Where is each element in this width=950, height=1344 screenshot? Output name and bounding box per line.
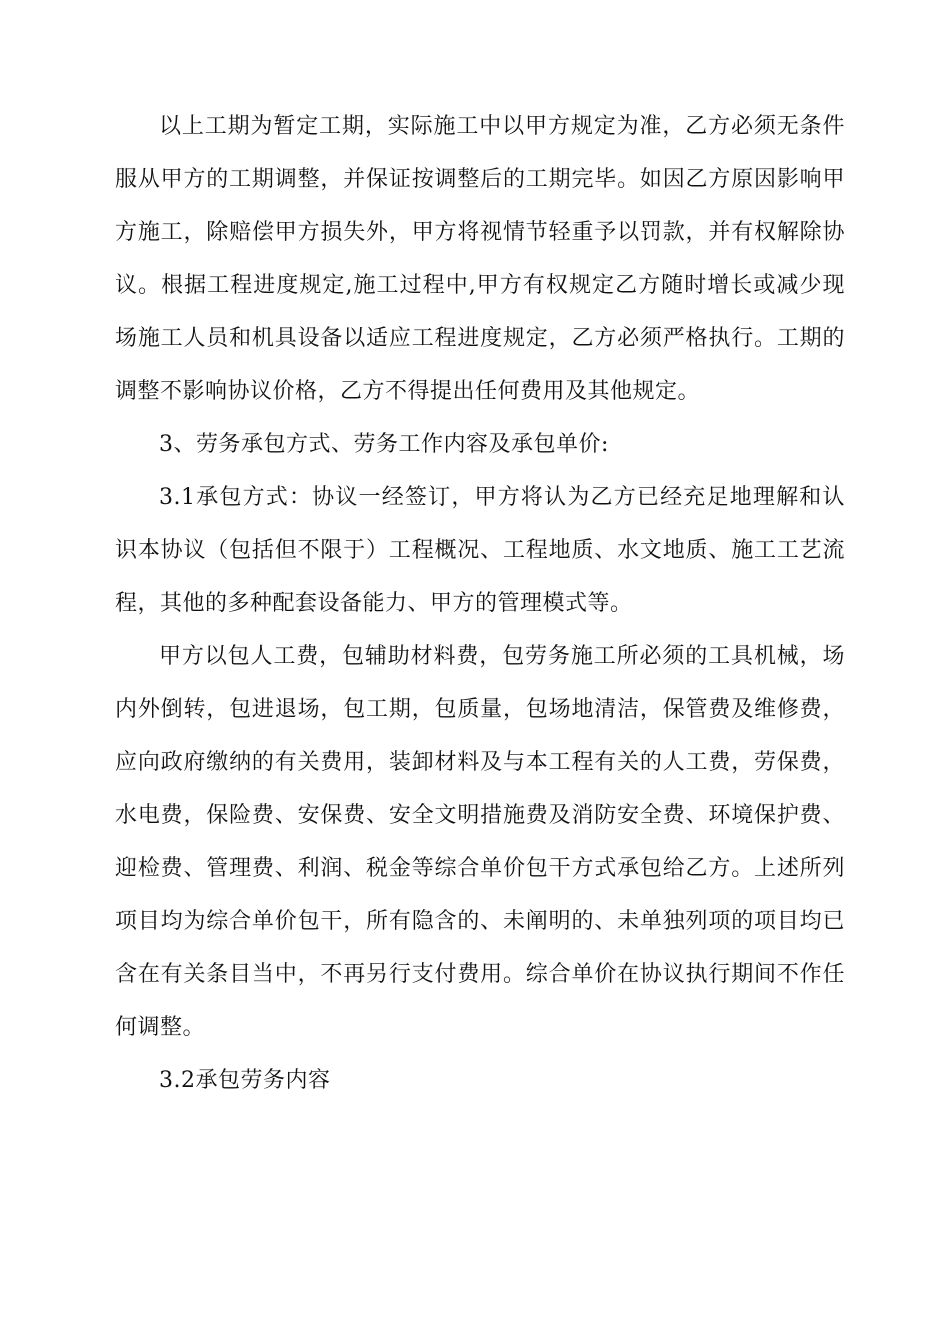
document-body bbox=[115, 100, 845, 1107]
paragraph-cost-scope: 甲方以包人工费，包辅助材料费，包劳务施工所必须的工具机械，场内外倒转，包进退场，包工期，包质量，包场地清洁，保管费及维修费，应向政府缴纳的有关费用，装卸材料及与本工程有关的人工费，劳保费，水电费，保险费、安保费、安全文明措施费及消防安全费、环境保护费、迎检费、管理费、利润、税金等综合单价包干方式承包给乙方。上述所列项目均为综合单价包干，所有隐含的、未阐明的、未单独列项的项目均已含在有关条目当中，不再另行支付费用。综合单价在协议执行期间不作任何调整。 bbox=[115, 644, 845, 1040]
paragraph-section-3-heading: 3、劳务承包方式、劳务工作内容及承包单价: bbox=[159, 432, 609, 457]
paragraph-schedule: 以上工期为暂定工期，实际施工中以甲方规定为准，乙方必须无条件服从甲方的工期调整，并保证按调整后的工期完毕。如因乙方原因影响甲方施工，除赔偿甲方损失外，甲方将视情节轻重予以罚款，并有权解除协议。根据工程进度规定,施工过程中,甲方有权规定乙方随时增长或减少现场施工人员和机具设备以适应工程进度规定，乙方必须严格执行。工期的调整不影响协议价格，乙方不得提出任何费用及其他规定。 bbox=[115, 114, 845, 404]
paragraph-section-3-1: 3.1承包方式：协议一经签订，甲方将认为乙方已经充足地理解和认识本协议（包括但不限于）工程概况、工程地质、水文地质、施工工艺流程，其他的多种配套设备能力、甲方的管理模式等。 bbox=[115, 485, 845, 616]
paragraph-section-3-2-heading: 3.2承包劳务内容 bbox=[159, 1068, 331, 1093]
